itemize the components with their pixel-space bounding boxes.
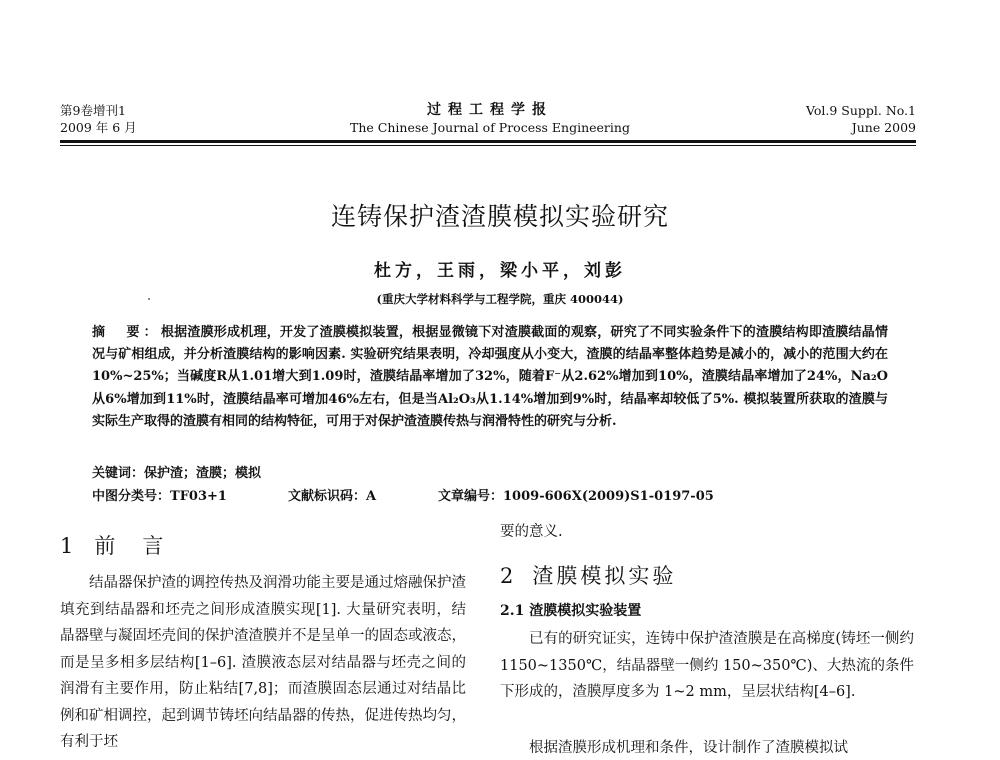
article-title: 连铸保护渣渣膜模拟实验研究 <box>330 202 669 231</box>
header-journal-cn: 过程工程学报 <box>427 102 553 118</box>
section-1-number: 1 <box>60 534 77 558</box>
header-volume-date <box>60 102 137 136</box>
header-journal-en: The Chinese Journal of Process Engineering <box>350 120 630 135</box>
header-rule-thin <box>60 145 916 146</box>
header-journal-name <box>300 102 680 136</box>
keywords-line <box>92 462 261 481</box>
header-date-en: June 2009 <box>851 120 916 135</box>
clc-code <box>92 485 288 504</box>
section-1-body <box>60 570 466 756</box>
header-date: 2009 年 6 月 <box>60 120 137 135</box>
header-volume: 第9卷增刊1 <box>60 103 126 118</box>
article-number-label: 文章编号： <box>438 489 504 504</box>
section-1-heading <box>60 530 166 560</box>
section-2-paragraph-2: 根据渣膜形成机理和条件，设计制作了渣膜模拟试 <box>529 740 848 756</box>
abstract <box>92 322 888 433</box>
clc-value: TF03+1 <box>170 489 227 504</box>
article-affiliation: (重庆大学材料科学与工程学院，重庆 400044) <box>376 292 624 306</box>
section-2-number: 2 <box>500 564 517 588</box>
article-authors: 杜方，王雨，梁小平，刘彭 <box>374 261 626 281</box>
doc-value: A <box>366 489 377 504</box>
section-2-title: 渣膜模拟实验 <box>532 564 677 588</box>
header-volume-en-line: Vol.9 Suppl. No.1 <box>805 103 916 118</box>
keywords-value: 保护渣；渣膜；模拟 <box>144 466 262 481</box>
section-2-body <box>500 626 914 706</box>
classification-line <box>92 485 792 504</box>
article-number <box>438 485 714 504</box>
section-2-heading <box>500 560 676 590</box>
keywords-label: 关键词： <box>92 466 145 481</box>
header-rule-thick <box>60 140 916 143</box>
right-column-continuation: 要的意义. <box>500 524 563 540</box>
section-1-paragraph: 结晶器保护渣的调控传热及润滑功能主要是通过熔融保护渣填充到结晶器和坯壳之间形成渣膜实现[1]. 大量研究表明，结晶器壁与凝固坯壳间的保护渣渣膜并不是呈单一的固态或液态，而是呈多相多层结构[1–6]. 渣膜液态层对结晶器与坯壳之间的润滑有主要作用，防止粘结[7,8]；而渣膜固态层通过对结晶比例和矿相调控，起到调节铸坯向结晶器的传热，促进传热均匀，有利于坯 <box>60 575 466 750</box>
abstract-label: 摘 要： <box>92 325 161 340</box>
article-number-value: 1009-606X(2009)S1-0197-05 <box>503 489 714 504</box>
header-volume-en <box>806 102 916 136</box>
clc-label: 中图分类号： <box>92 489 171 504</box>
doc-code <box>288 485 438 504</box>
doc-label: 文献标识码： <box>288 489 367 504</box>
abstract-text: 根据渣膜形成机理，开发了渣膜模拟装置，根据显微镜下对渣膜截面的观察，研究了不同实验条件下的渣膜结构即渣膜结晶情况与矿相组成，并分析渣膜结构的影响因素. 实验研究结果表明，冷却强度从小变大，渣膜的结晶率整体趋势是减小的，减小的范围大约在10%~25%；当碱度R从1.01增大到1.09时，渣膜结晶率增加了32%，随着F⁻从2.62%增加到10%，渣膜结晶率增加了24%，Na₂O从6%增加到11%时，渣膜结晶率可增加46%左右，但是当Al₂O₃从1.14%增加到9%时，结晶率却较低了5%. 模拟装置所获取的渣膜与实际生产取得的渣膜有相同的结构特征，可用于对保护渣渣膜传热与润滑特性的研究与分析. <box>92 325 888 429</box>
section-1-title: 前 言 <box>94 534 167 558</box>
subsection-2-1-heading: 2.1 渣膜模拟实验装置 <box>500 603 642 619</box>
section-2-paragraph-1: 已有的研究证实，连铸中保护渣渣膜是在高梯度(铸坯一侧约 1150~1350℃，结晶器壁一侧约 150~350℃)、大热流的条件下形成的，渣膜厚度多为 1~2 mm，呈层状结构[4–6]. <box>500 631 914 700</box>
